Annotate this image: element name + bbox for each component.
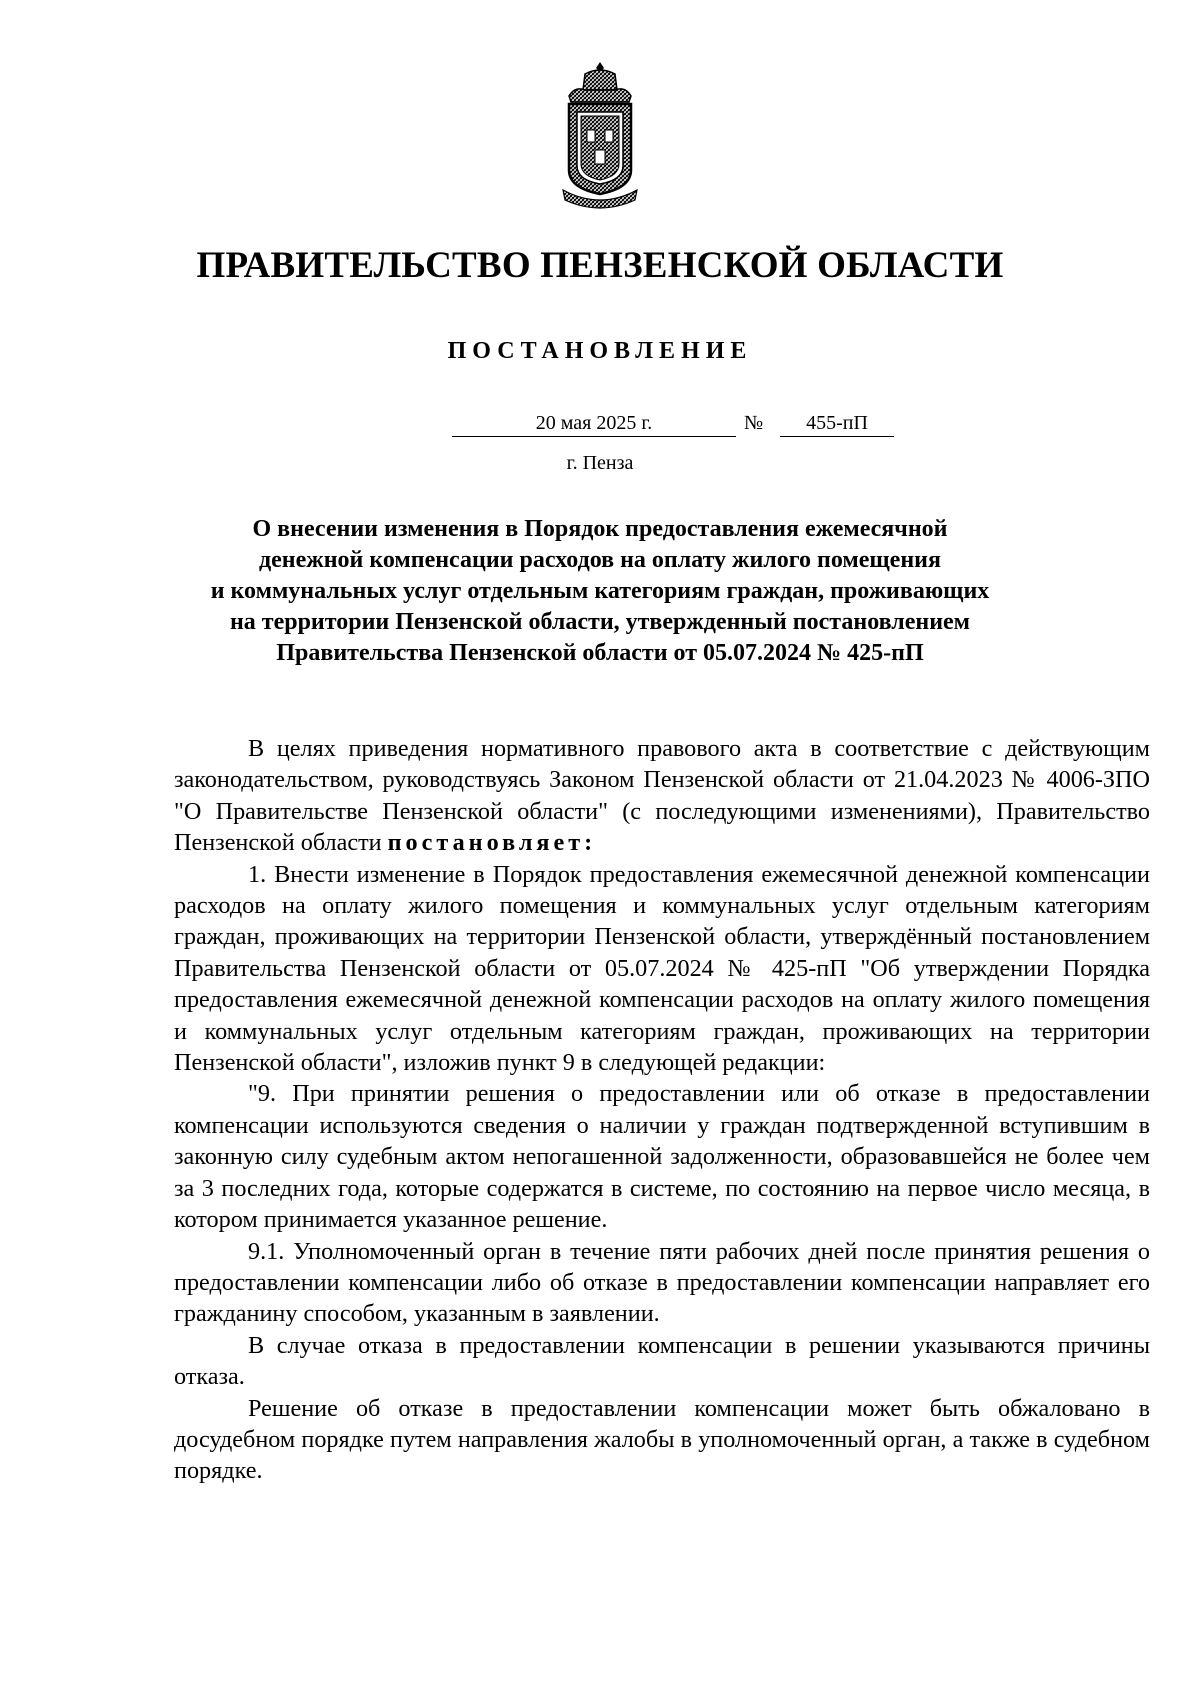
item-1-paragraph: 1. Внести изменение в Порядок предоставления ежемесячной денежной компенсации расходов на оплату жилого помещения и коммунальных услуг отдельным категориям граждан, проживающих на территории Пензенской области, утверждённый постановлением Правительства Пензенской области от 05.07.2024 № 425-пП "Об утверждении Порядка предоставления ежемесячной денежной компенсации расходов на оплату жилого помещения и коммунальных услуг отдельным категориям граждан, проживающих на территории Пензенской области", изложив пункт 9 в следующей редакции: — [174, 860, 1150, 1077]
document-number: 455-пП — [780, 410, 894, 437]
decree-word: постановляет: — [387, 829, 597, 857]
refusal-reasons-paragraph: В случае отказа в предоставлении компенсации в решении указываются причины отказа. — [174, 1331, 1150, 1391]
preamble-paragraph — [174, 733, 1150, 859]
appeal-paragraph: Решение об отказе в предоставлении компенсации может быть обжаловано в досудебном порядке путем направления жалобы в уполномоченный орган, а также в судебном порядке. — [174, 1394, 1150, 1485]
subject-line: Правительства Пензенской области от 05.07.2024 № 425-пП — [276, 640, 924, 666]
subject-line: на территории Пензенской области, утвержденный постановлением — [229, 609, 971, 635]
subject-line: денежной компенсации расходов на оплату жилого помещения — [259, 547, 941, 573]
subject-line: О внесении изменения в Порядок предоставления ежемесячной — [252, 516, 948, 542]
subject-line: и коммунальных услуг отдельным категориям граждан, проживающих — [210, 578, 990, 604]
document-date: 20 мая 2025 г. — [452, 410, 736, 437]
preamble-text: В целях приведения нормативного правового акта в соответствие с действующим законодательством, руководствуясь Законом Пензенской области от 21.04.2023 № 4006-ЗПО "О Правительстве Пензенской области" (с последующими изменениями), Правительство Пензенской области — [174, 735, 1150, 857]
government-title: ПРАВИТЕЛЬСТВО ПЕНЗЕНСКОЙ ОБЛАСТИ — [196, 245, 1004, 286]
document-city: г. Пенза — [566, 452, 634, 474]
document-type: ПОСТАНОВЛЕНИЕ — [447, 338, 753, 364]
document-body — [174, 733, 1150, 1487]
penza-coat-of-arms-icon — [555, 60, 645, 210]
item-9-1-paragraph: 9.1. Уполномоченный орган в течение пяти рабочих дней после принятия решения о предоставлении компенсации либо об отказе в предоставлении компенсации направляет его гражданину способом, указанным в заявлении. — [174, 1237, 1150, 1328]
item-9-paragraph: "9. При принятии решения о предоставлении или об отказе в предоставлении компенсации используются сведения о наличии у граждан подтвержденной вступившим в законную силу судебным актом непогашенной задолженности, образовавшейся не более чем за 3 последних года, которые содержатся в системе, по состоянию на первое число месяца, в котором принимается указанное решение. — [174, 1080, 1150, 1234]
date-number-row — [0, 410, 1200, 440]
number-sign: № — [744, 412, 764, 434]
document-subject — [140, 514, 1060, 669]
